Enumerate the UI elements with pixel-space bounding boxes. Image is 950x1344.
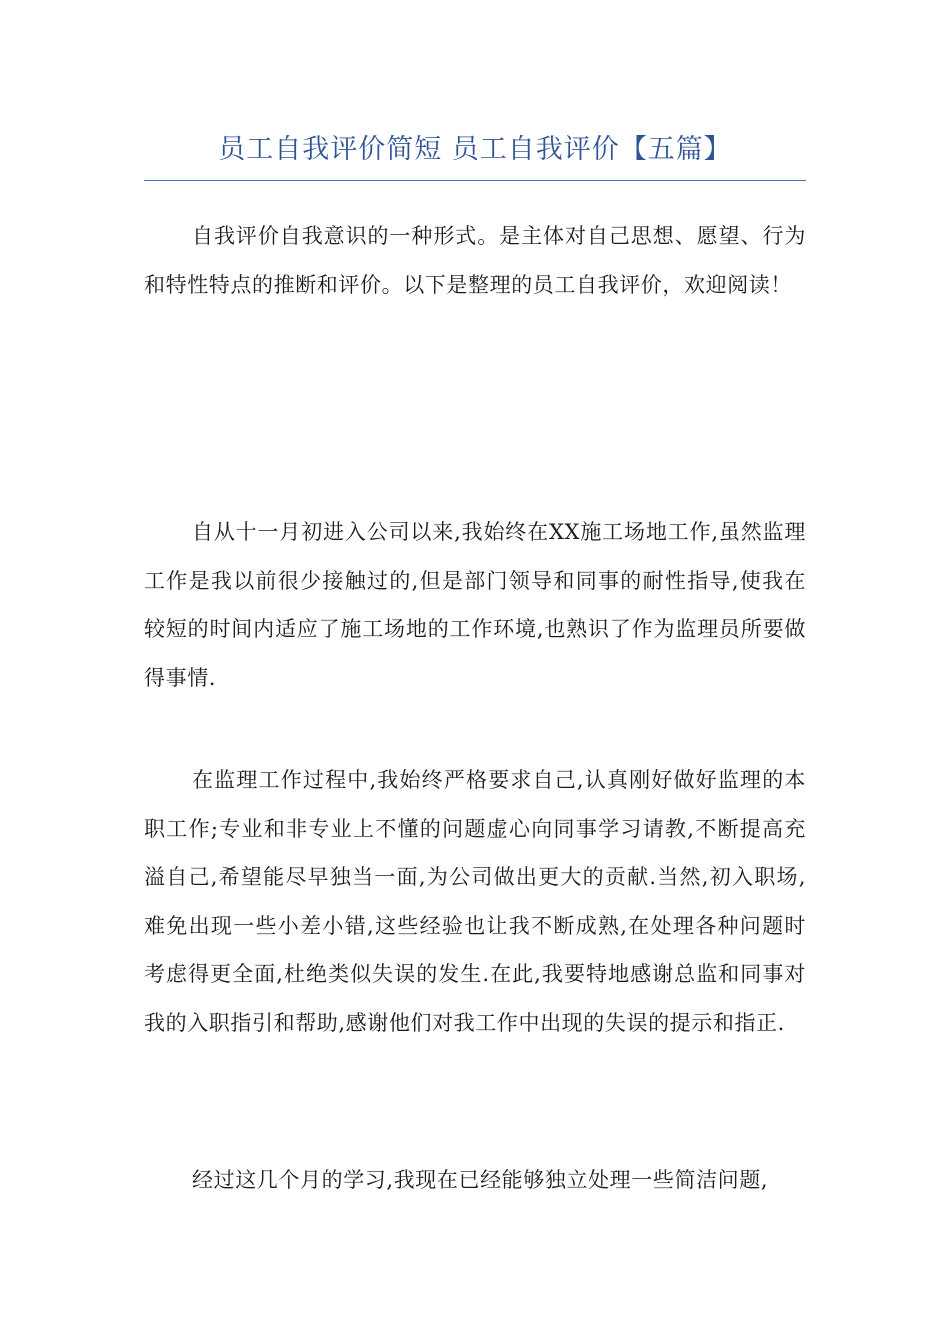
body-paragraph-1: 自从十一月初进入公司以来,我始终在XX施工场地工作,虽然监理工作是我以前很少接触过的,但是部门领导和同事的耐性指导,使我在较短的时间内适应了施工场地的工作环境,也熟识了作为监理员所要做得事情.: [144, 520, 806, 690]
body-paragraph-3: 经过这几个月的学习,我现在已经能够独立处理一些简洁问题,: [192, 1168, 769, 1192]
body-paragraph-2: 在监理工作过程中,我始终严格要求自己,认真刚好做好监理的本职工作;专业和非专业上不懂的问题虚心向同事学习请教,不断提高充溢自己,希望能尽早独当一面,为公司做出更大的贡献.当然,初入职场,难免出现一些小差小错,这些经验也让我不断成熟,在处理各种问题时考虑得更全面,杜绝类似失误的发生.在此,我要特地感谢总监和同事对我的入职指引和帮助,感谢他们对我工作中出现的失误的提示和指正.: [144, 768, 806, 1035]
title-underline: [144, 180, 806, 181]
intro-paragraph: 自我评价自我意识的一种形式。是主体对自己思想、愿望、行为和特性特点的推断和评价。以下是整理的员工自我评价，欢迎阅读！: [144, 224, 806, 297]
document-title: 员工自我评价简短 员工自我评价【五篇】: [218, 134, 732, 165]
